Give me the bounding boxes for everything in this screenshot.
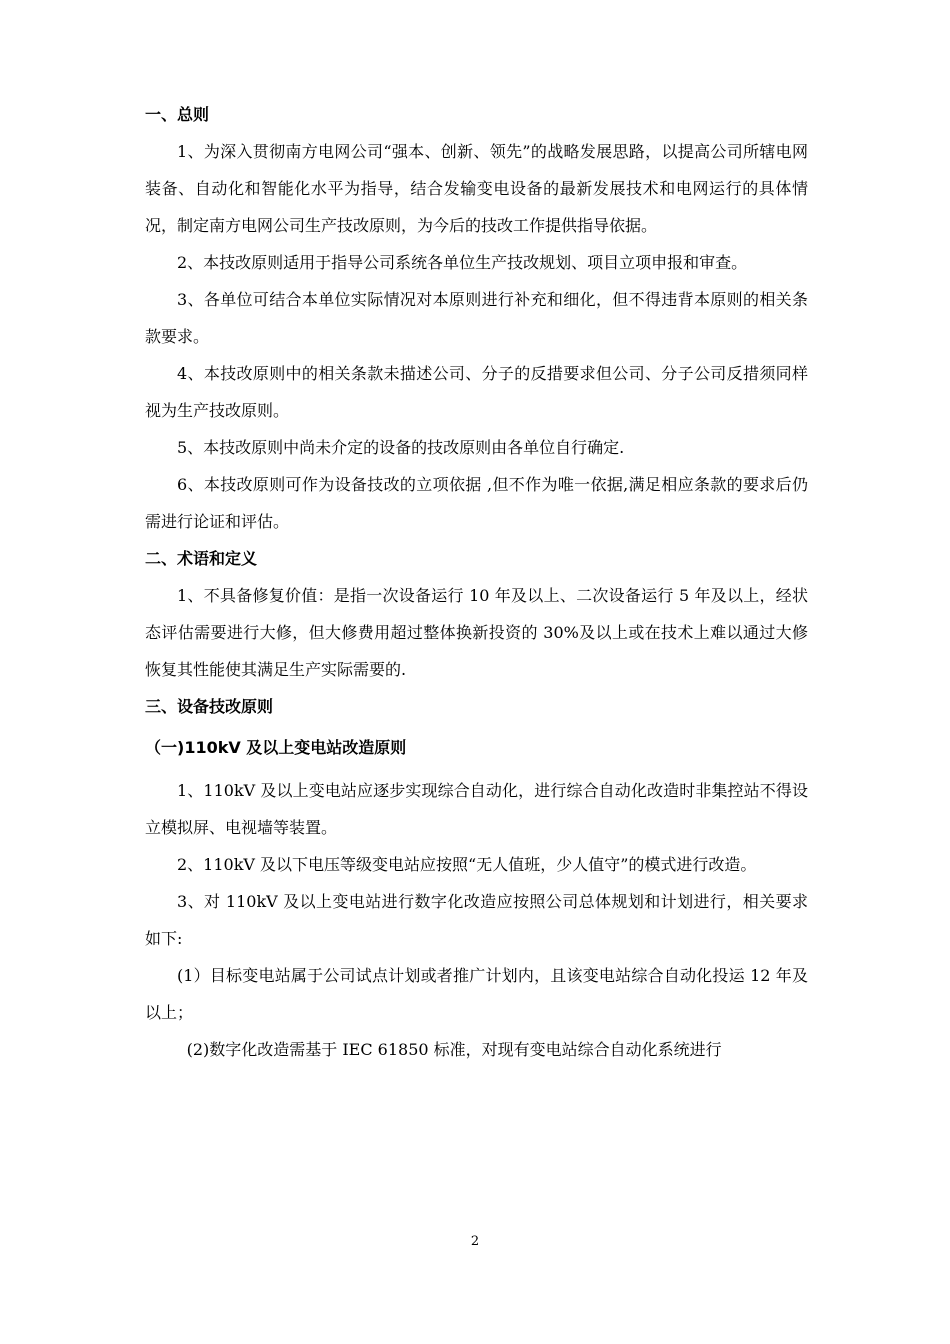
page-number: 2 (470, 1234, 480, 1249)
paragraph: 3、各单位可结合本单位实际情况对本原则进行补充和细化，但不得违背本原则的相关条款要求。 (145, 290, 808, 346)
section-heading-general: 一、总则 (145, 105, 210, 124)
paragraph: 1、为深入贯彻南方电网公司“强本、创新、领先”的战略发展思路，以提高公司所辖电网装备、自动化和智能化水平为指导，结合发输变电设备的最新发展技术和电网运行的具体情况，制定南方电网公司生产技改原则，为今后的技改工作提供指导依据。 (145, 142, 808, 235)
paragraph: (2)数字化改造需基于 IEC 61850 标准，对现有变电站综合自动化系统进行 (186, 1040, 722, 1059)
paragraph: 1、不具备修复价值：是指一次设备运行 10 年及以上、二次设备运行 5 年及以上，经状态评估需要进行大修，但大修费用超过整体换新投资的 30%及以上或在技术上难以通过大修恢复其性能使其满足生产实际需要的. (145, 586, 808, 679)
subsection-heading-110kv: （一)110kV 及以上变电站改造原则 (145, 738, 407, 757)
paragraph: 2、110kV 及以下电压等级变电站应按照“无人值班，少人值守”的模式进行改造。 (177, 855, 757, 874)
paragraph: 3、对 110kV 及以上变电站进行数字化改造应按照公司总体规划和计划进行，相关要求如下: (145, 892, 808, 948)
paragraph: (1）目标变电站属于公司试点计划或者推广计划内，且该变电站综合自动化投运 12 年及以上； (145, 966, 808, 1022)
paragraph: 6、本技改原则可作为设备技改的立项依据 ,但不作为唯一依据,满足相应条款的要求后仍需进行论证和评估。 (145, 475, 808, 531)
document-body (145, 96, 808, 1068)
paragraph: 5、本技改原则中尚未介定的设备的技改原则由各单位自行确定. (177, 438, 625, 457)
paragraph: 2、本技改原则适用于指导公司系统各单位生产技改规划、项目立项申报和审查。 (177, 253, 748, 272)
paragraph: 4、本技改原则中的相关条款未描述公司、分子的反措要求但公司、分子公司反措须同样视为生产技改原则。 (145, 364, 808, 420)
section-heading-terms: 二、术语和定义 (145, 549, 258, 568)
paragraph: 1、110kV 及以上变电站应逐步实现综合自动化，进行综合自动化改造时非集控站不得设立模拟屏、电视墙等装置。 (145, 781, 808, 837)
section-heading-principles: 三、设备技改原则 (145, 697, 274, 716)
